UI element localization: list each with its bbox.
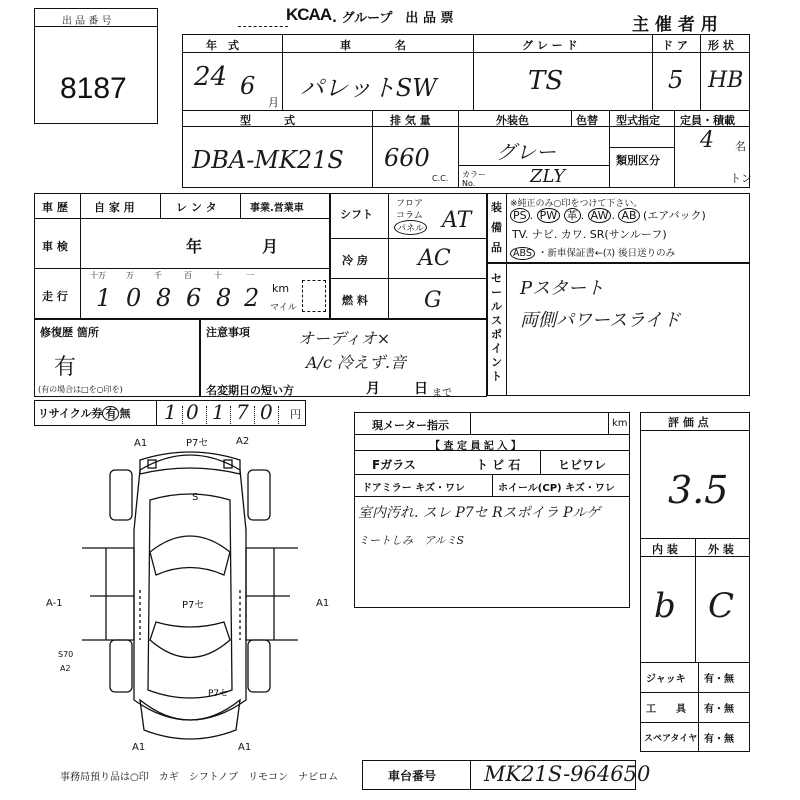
interior-score: b bbox=[654, 586, 676, 626]
fuel-value: G bbox=[424, 288, 442, 313]
grade-label: グ レ ー ド bbox=[522, 39, 578, 52]
ac-label: 冷 房 bbox=[342, 254, 368, 267]
type-cert-label: 型式指定 bbox=[616, 114, 660, 127]
month-unit: 月 bbox=[268, 96, 279, 109]
doors-label: ド ア bbox=[662, 39, 688, 52]
diagram-mark: P7セ bbox=[208, 689, 229, 699]
equipment-note: ※純正のみ○印をつけて下さい。 bbox=[510, 199, 643, 209]
car-name: パレットSW bbox=[300, 74, 437, 102]
equipment-label: 装 備 品 bbox=[491, 201, 502, 254]
inspection-month: 月 bbox=[262, 237, 279, 256]
tools-label: 工 具 bbox=[646, 704, 686, 715]
jack-label: ジャッキ bbox=[646, 674, 686, 685]
diagram-mark: A1 bbox=[132, 742, 146, 753]
shift-label: シフト bbox=[340, 208, 373, 221]
rename-month: 月 bbox=[366, 381, 380, 397]
meter-unit: km bbox=[612, 418, 628, 429]
recycle-digit: 0 bbox=[186, 400, 199, 424]
rename-until: まで bbox=[432, 388, 452, 399]
spare-options[interactable]: 有・無 bbox=[704, 734, 734, 745]
km-label: km bbox=[272, 282, 290, 295]
repair-label: 修復歴 箇所 bbox=[40, 326, 99, 339]
diagram-mark: S bbox=[192, 492, 199, 503]
equipment-row2: TV. ナビ. カワ. SR(サンルーフ) bbox=[512, 228, 667, 241]
model-label: 型 式 bbox=[240, 114, 295, 127]
exterior-label: 外 装 bbox=[708, 543, 734, 556]
wheel-label: ホイール(CP) キズ・ワレ bbox=[498, 483, 615, 494]
displacement-value: 660 bbox=[384, 144, 430, 172]
recycle-has[interactable]: 有 bbox=[102, 406, 119, 421]
capacity-unit: 名 bbox=[735, 140, 746, 153]
lot-label: 出 品 番 号 bbox=[62, 16, 112, 27]
office-items: 事務局預り品は○印 カギ シフトノブ リモコン ナビロム bbox=[60, 772, 339, 783]
displacement-label: 排 気 量 bbox=[390, 114, 431, 127]
organizer-label: 主 催 者 用 bbox=[632, 15, 718, 35]
history-rental: レ ン タ bbox=[176, 201, 217, 214]
rename-label: 名変期日の短い方 bbox=[206, 384, 294, 397]
equip-abs[interactable]: ABS bbox=[510, 247, 535, 260]
lot-number: 8187 bbox=[60, 72, 127, 105]
repair-note: (有の場合は□を○印を) bbox=[38, 385, 123, 394]
ton-unit: トン bbox=[730, 172, 752, 185]
repair-value: 有 bbox=[54, 355, 77, 380]
brand-logo: KCAA bbox=[286, 5, 332, 24]
shift-column: コラム bbox=[396, 211, 423, 221]
notes-label: 注意事項 bbox=[206, 326, 250, 339]
form-title: . グループ 出 品 票 bbox=[332, 11, 454, 26]
doors-value: 5 bbox=[668, 66, 684, 94]
shape-label: 形 状 bbox=[708, 39, 734, 52]
capacity-label: 定員・積載 bbox=[680, 114, 735, 127]
score-value: 3.5 bbox=[668, 468, 729, 512]
diagram-mark: P7セ bbox=[182, 600, 205, 611]
mileage-digit: 1 bbox=[96, 284, 112, 312]
inspection-year: 年 bbox=[186, 237, 203, 256]
color-value: グレー bbox=[496, 140, 556, 164]
recycle-digit: 1 bbox=[164, 400, 177, 424]
diagram-mark: P7セ bbox=[186, 438, 209, 449]
class-label: 類別区分 bbox=[616, 154, 660, 167]
mile-label: マイル bbox=[270, 303, 297, 313]
equipment-row1: PS . PW 革 . AW . AB (エアバック) bbox=[510, 207, 706, 223]
glass-label: Fガラス bbox=[372, 458, 416, 472]
grade-value: TS bbox=[528, 66, 564, 96]
color-label: 外装色 bbox=[496, 114, 529, 127]
spare-label: スペアタイヤ bbox=[644, 734, 698, 744]
mileage-digit: 6 bbox=[186, 284, 202, 312]
color-no-value: ZLY bbox=[530, 166, 566, 187]
recycle-digit: 1 bbox=[212, 400, 225, 424]
diagram-mark: A1 bbox=[134, 438, 148, 449]
recycle-digit: 0 bbox=[260, 400, 273, 424]
score-label: 評 価 点 bbox=[668, 416, 709, 429]
interior-label: 内 装 bbox=[652, 543, 678, 556]
equip-ab[interactable]: AB bbox=[618, 208, 639, 223]
fuel-label: 燃 料 bbox=[342, 294, 368, 307]
chassis-label: 車台番号 bbox=[388, 769, 437, 783]
color-swap-label: 色替 bbox=[576, 114, 598, 127]
inspector-comment-2: ミートしみ アルミS bbox=[358, 534, 465, 547]
diagram-mark: A2 bbox=[236, 436, 250, 447]
exterior-score: C bbox=[708, 586, 735, 626]
shift-panel: パネル bbox=[394, 220, 427, 235]
cc-unit: C.C. bbox=[432, 174, 449, 183]
mirror-label: ドアミラー キズ・ワレ bbox=[362, 483, 465, 494]
ac-value: AC bbox=[418, 246, 451, 271]
recycle-none[interactable]: 無 bbox=[119, 407, 131, 420]
equip-pw[interactable]: PW bbox=[537, 208, 561, 223]
capacity-value: 4 bbox=[700, 128, 714, 153]
month-value: 6 bbox=[240, 72, 256, 100]
wheel-options: キズ・ワレ bbox=[565, 483, 615, 494]
mileage-label: 走 行 bbox=[42, 290, 68, 303]
mileage-digits: 十万 万 千 百 十 一 1 0 8 6 8 2 bbox=[90, 271, 260, 312]
year-label: 年 式 bbox=[206, 39, 239, 52]
diagram-mark: S70 bbox=[58, 650, 74, 659]
notes-line2: A/c 冷えず.音 bbox=[306, 353, 407, 372]
inspection-label: 車 検 bbox=[42, 240, 68, 253]
name-label: 車 名 bbox=[340, 39, 406, 52]
sales-point-label: セールスポイント bbox=[491, 272, 502, 383]
sales-point-line1: Pスタート bbox=[520, 278, 605, 299]
diagram-mark: A2 bbox=[60, 664, 71, 673]
rename-day: 日 bbox=[414, 381, 428, 397]
equip-aw[interactable]: AW bbox=[588, 208, 612, 223]
tools-options[interactable]: 有・無 bbox=[704, 704, 734, 715]
mileage-digit: 8 bbox=[156, 284, 172, 312]
history-private: 自 家 用 bbox=[94, 201, 135, 214]
recycle-digit: 7 bbox=[236, 400, 249, 424]
equipment-row3: ABS ・新車保証書←(ｽ) 後日送りのみ bbox=[510, 245, 675, 259]
sales-point-line2: 両側パワースライド bbox=[520, 310, 681, 331]
glass-chip[interactable]: ト ビ 石 bbox=[476, 458, 521, 472]
diagram-mark: A1 bbox=[316, 598, 330, 609]
history-label: 車 歴 bbox=[42, 201, 68, 214]
notes-line1: オーディオ× bbox=[298, 329, 391, 348]
equip-ps[interactable]: PS bbox=[510, 208, 530, 223]
color-no-label: カラー No. bbox=[462, 170, 486, 188]
recycle-unit: 円 bbox=[290, 408, 301, 421]
history-business: 事業.営業車 bbox=[250, 203, 304, 214]
year-value: 24 bbox=[194, 62, 228, 92]
recycle-label: リサイクル券 有 無 bbox=[38, 407, 131, 420]
mileage-digit: 0 bbox=[126, 284, 142, 312]
inspector-comment-1: 室内汚れ. スレ P7セ Rスポイラ Pルゲ bbox=[358, 505, 601, 521]
jack-options[interactable]: 有・無 bbox=[704, 674, 734, 685]
shape-value: HB bbox=[708, 68, 744, 93]
shift-value: AT bbox=[442, 208, 472, 233]
glass-crack[interactable]: ヒビワレ bbox=[558, 458, 607, 472]
shift-floor: フロア bbox=[396, 199, 424, 209]
diagram-mark: A1 bbox=[238, 742, 252, 753]
inspector-label: 【 査 定 員 記 入 】 bbox=[430, 441, 521, 452]
meter-label: 現メーター指示 bbox=[372, 419, 449, 432]
model-value: DBA-MK21S bbox=[192, 146, 344, 174]
mileage-digit: 8 bbox=[216, 284, 232, 312]
chassis-number: MK21S-964650 bbox=[484, 762, 651, 786]
mirror-options: キズ・ワレ bbox=[415, 483, 465, 494]
diagram-mark: A-1 bbox=[46, 598, 63, 609]
mileage-digit: 2 bbox=[244, 284, 260, 312]
equip-leather[interactable]: 革 bbox=[564, 208, 581, 223]
